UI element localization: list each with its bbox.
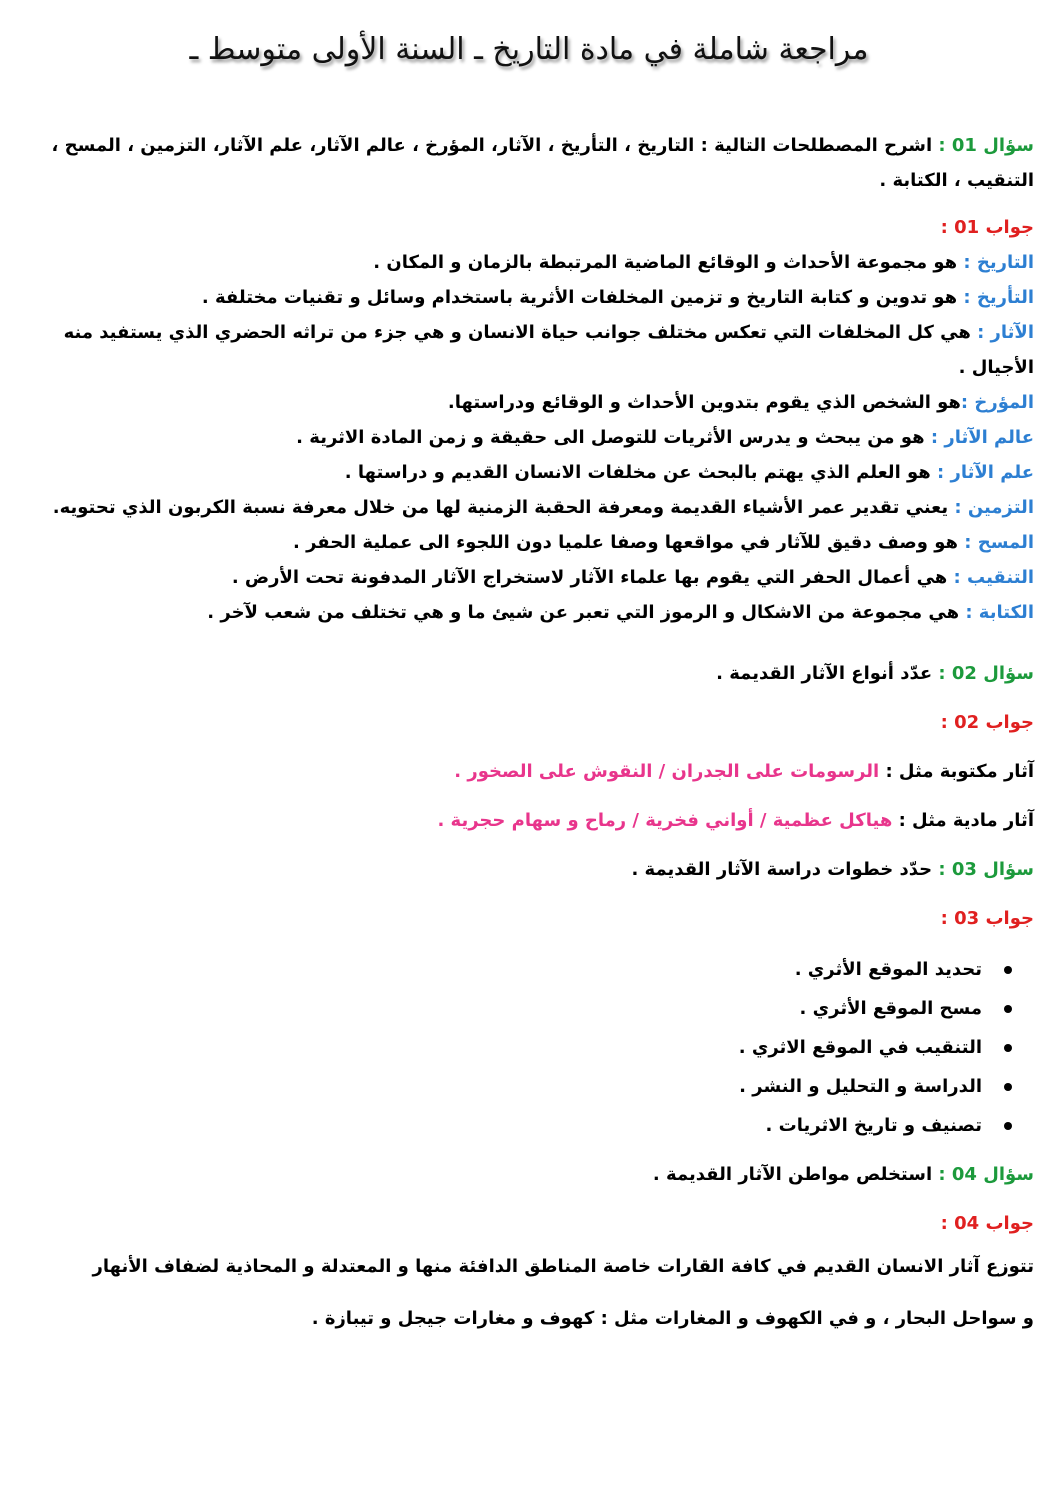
document-body [30, 128, 1034, 1345]
definition-term: عالم الآثار : [930, 427, 1034, 448]
written-remains-examples: الرسومات على الجدران / النقوش على الصخور . [454, 761, 880, 782]
question-3 [30, 852, 1034, 888]
definition-text: هو من يبحث و يدرس الأثريات للتوصل الى حقيقة و زمن المادة الاثرية . [296, 427, 931, 448]
written-remains-prefix: آثار مكتوبة مثل : [879, 761, 1034, 782]
definition-term: الآثار : [977, 322, 1034, 343]
answer-2-label-text: جواب 02 : [940, 712, 1034, 733]
bullet-icon [1004, 1044, 1012, 1052]
bullet-icon [1004, 966, 1012, 974]
definition-row [30, 455, 1034, 490]
definition-term: المسح : [964, 532, 1034, 553]
definition-term: علم الآثار : [937, 462, 1034, 483]
list-item [30, 1106, 982, 1145]
question-3-label: سؤال 03 : [938, 859, 1034, 880]
definition-row [30, 385, 1034, 420]
definition-term: التاريخ : [963, 252, 1034, 273]
definition-term: التزمين : [954, 497, 1034, 518]
definition-term: التنقيب : [953, 567, 1034, 588]
definition-text: هو العلم الذي يهتم بالبحث عن مخلفات الانسان القديم و دراستها . [344, 462, 938, 483]
answer-1-definitions [30, 245, 1034, 630]
list-item [30, 989, 982, 1028]
question-4 [30, 1157, 1034, 1193]
material-remains-prefix: آثار مادية مثل : [892, 810, 1034, 831]
answer-3-label [30, 901, 1034, 937]
material-remains-examples: هياكل عظمية / أواني فخرية / رماح و سهام حجرية . [437, 810, 893, 831]
question-2-label: سؤال 02 : [938, 663, 1034, 684]
definition-row [30, 560, 1034, 595]
question-3-text: حدّد خطوات دراسة الآثار القديمة . [631, 859, 939, 880]
question-4-text: استخلص مواطن الآثار القديمة . [652, 1164, 939, 1185]
definition-row [30, 490, 1034, 525]
definition-text: هو تدوين و كتابة التاريخ و تزمين المخلفات الأثرية باستخدام وسائل و تقنيات مختلفة . [201, 287, 964, 308]
step-text: تحديد الموقع الأثري . [794, 959, 982, 980]
question-2-text: عدّد أنواع الآثار القديمة . [716, 663, 939, 684]
definition-row [30, 525, 1034, 560]
definition-text: يعني تقدير عمر الأشياء القديمة ومعرفة الحقبة الزمنية لها من خلال معرفة نسبة الكربون الذي تحتويه. [52, 497, 955, 518]
study-steps-list [30, 950, 1034, 1145]
answer-2-label [30, 705, 1034, 741]
answer-1-label-text: جواب 01 : [940, 217, 1034, 238]
answer-4-line-2: و سواحل البحار ، و في الكهوف و المغارات مثل : كهوف و مغارات جيجل و تيبازة . [311, 1308, 1034, 1329]
question-1-label: سؤال 01 : [938, 135, 1034, 156]
definition-text: هو الشخص الذي يقوم بتدوين الأحداث و الوقائع ودراستها. [447, 392, 961, 413]
answer-3-label-text: جواب 03 : [940, 908, 1034, 929]
definition-row [30, 280, 1034, 315]
definition-term: المؤرخ : [960, 392, 1034, 413]
question-2 [30, 656, 1034, 692]
definition-row [30, 245, 1034, 280]
list-item [30, 1028, 982, 1067]
answer-1-label [30, 210, 1034, 245]
definition-term: التأريخ : [963, 287, 1034, 308]
definition-text: هي كل المخلفات التي تعكس مختلف جوانب حياة الانسان و هي جزء من تراثه الحضري الذي يستفيد منه الأجيال . [63, 322, 1034, 378]
definition-row [30, 315, 1034, 385]
definition-text: هو مجموعة الأحداث و الوقائع الماضية المرتبطة بالزمان و المكان . [373, 252, 964, 273]
definition-row [30, 420, 1034, 455]
question-1-text: اشرح المصطلحات التالية : التاريخ ، التأريخ ، الآثار، المؤرخ ، عالم الآثار، علم الآثار، التزمين ، المسح ، التنقيب ، الكتابة . [51, 135, 1034, 191]
step-text: مسح الموقع الأثري . [799, 998, 982, 1019]
list-item [30, 950, 982, 989]
step-text: التنقيب في الموقع الاثري . [738, 1037, 982, 1058]
definition-text: هي أعمال الحفر التي يقوم بها علماء الآثار لاستخراج الآثار المدفونة تحت الأرض . [231, 567, 954, 588]
answer-4-line-1: تتوزع آثار الانسان القديم في كافة القارات خاصة المناطق الدافئة منها و المعتدلة و المحاذية لضفاف الأنهار [92, 1256, 1034, 1277]
definition-text: هي مجموعة من الاشكال و الرموز التي تعبر عن شيئ ما و هي تختلف من شعب لآخر . [207, 602, 966, 623]
list-item [30, 1067, 982, 1106]
question-4-label: سؤال 04 : [938, 1164, 1034, 1185]
step-text: الدراسة و التحليل و النشر . [739, 1076, 982, 1097]
bullet-icon [1004, 1083, 1012, 1091]
definition-text: هو وصف دقيق للآثار في مواقعها وصفا علميا دون اللجوء الى عملية الحفر . [293, 532, 965, 553]
step-text: تصنيف و تاريخ الاثريات . [765, 1115, 982, 1136]
bullet-icon [1004, 1005, 1012, 1013]
material-remains-row [30, 803, 1034, 839]
answer-4-label-text: جواب 04 : [940, 1213, 1034, 1234]
page-title: مراجعة شاملة في مادة التاريخ ـ السنة الأولى متوسط ـ [189, 32, 869, 67]
written-remains-row [30, 754, 1034, 790]
answer-4-paragraph [30, 1241, 1034, 1345]
definition-row [30, 595, 1034, 630]
answer-4-label [30, 1206, 1034, 1241]
definition-term: الكتابة : [965, 602, 1034, 623]
bullet-icon [1004, 1122, 1012, 1130]
question-1 [30, 128, 1034, 198]
